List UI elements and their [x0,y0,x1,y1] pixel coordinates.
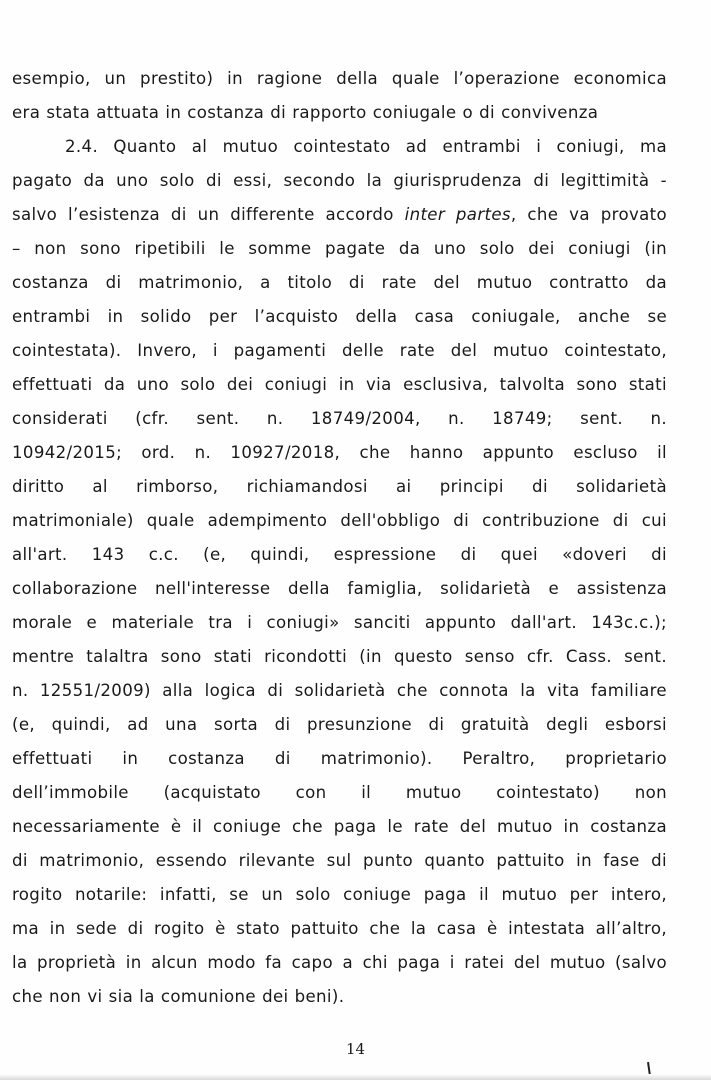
text-line: ma in sede di rogito è stato pattuito che la casa è intestata all’altro, [12,919,667,938]
text-line: necessariamente è il coniuge che paga le rate del mutuo in costanza [12,817,667,836]
text-line: effettuati da uno solo dei coniugi in via esclusiva, talvolta sono stati [12,375,667,394]
text-line: considerati (cfr. sent. n. 18749/2004, n. 18749; sent. n. [12,409,667,428]
text-line: mentre talaltra sono stati ricondotti (in questo senso cfr. Cass. sent. [12,647,667,666]
text-line: entrambi in solido per l’acquisto della casa coniugale, anche se [12,307,667,326]
text-line: collaborazione nell'interesse della famiglia, solidarietà e assistenza [12,579,667,598]
page-number: 14 [345,1040,366,1058]
text-segment: , che va provato [510,205,667,224]
text-line: di matrimonio, essendo rilevante sul punto quanto pattuito in fase di [12,851,667,870]
text-line: morale e materiale tra i coniugi» sanciti appunto dall'art. 143c.c.); [12,613,667,632]
text-line: pagato da uno solo di essi, secondo la giurisprudenza di legittimità - [12,171,667,190]
text-line: diritto al rimborso, richiamandosi ai principi di solidarietà [12,477,667,496]
text-line: costanza di matrimonio, a titolo di rate del mutuo contratto da [12,273,667,292]
text-line: rogito notarile: infatti, se un solo coniuge paga il mutuo per intero, [12,885,667,904]
text-line: n. 12551/2009) alla logica di solidarietà che connota la vita familiare [12,681,667,700]
text-line: cointestata). Invero, i pagamenti delle rate del mutuo cointestato, [12,341,667,360]
text-line: che non vi sia la comunione dei beni). [12,987,345,1006]
text-line: all'art. 143 c.c. (e, quindi, espressione di quei «doveri di [12,545,667,564]
text-line: (e, quindi, ad una sorta di presunzione di gratuità degli esborsi [12,715,667,734]
text-line-with-italic [12,198,667,232]
text-line: esempio, un prestito) in ragione della quale l’operazione economica [12,69,667,88]
text-line: 10942/2015; ord. n. 10927/2018, che hanno appunto escluso il [12,443,667,462]
page-edge-shadow [0,1074,711,1080]
text-line: dell’immobile (acquistato con il mutuo cointestato) non [12,783,667,802]
text-line: – non sono ripetibili le somme pagate da uno solo dei coniugi (in [12,239,667,258]
italic-term: inter partes [404,205,511,224]
paragraph-start-line: 2.4. Quanto al mutuo cointestato ad entrambi i coniugi, ma [65,137,667,156]
text-line: matrimoniale) quale adempimento dell'obbligo di contribuzione di cui [12,511,667,530]
text-segment: salvo l’esistenza di un differente accordo [12,205,405,224]
text-line: effettuati in costanza di matrimonio). Peraltro, proprietario [12,749,667,768]
document-body [12,62,667,1014]
text-line: la proprietà in alcun modo fa capo a chi paga i ratei del mutuo (salvo [12,953,667,972]
text-line: era stata attuata in costanza di rapporto coniugale o di convivenza [12,103,599,122]
